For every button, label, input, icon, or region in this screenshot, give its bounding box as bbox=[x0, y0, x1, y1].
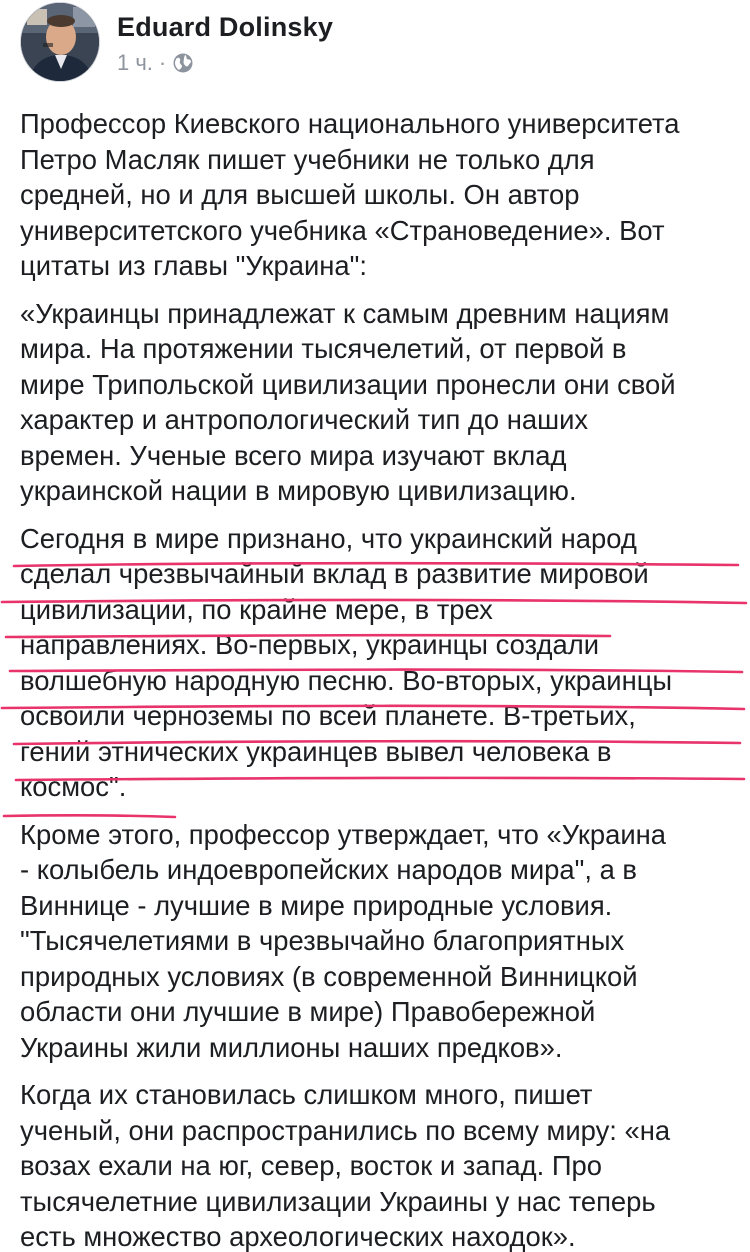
author-name[interactable]: Eduard Dolinsky bbox=[117, 12, 334, 42]
post-paragraph: «Украинцы принадлежат к самым древним нациям мира. На протяжении тысячелетий, от первой в мире Трипольской цивилизации пронесли они свой характер и антропологический тип до наших времен. Ученые всего мира изучают вклад украинской нации в мировую цивилизацию. bbox=[20, 297, 676, 506]
avatar-photo bbox=[21, 3, 99, 81]
post-timestamp[interactable]: 1 ч. bbox=[117, 50, 153, 75]
post-body bbox=[20, 106, 740, 1252]
post-header bbox=[18, 2, 732, 82]
meta-separator: · bbox=[158, 50, 167, 75]
post-paragraph: Когда их становилась слишком много, пишет ученый, они распространились по всему миру: «на возах ехали на юг, север, восток и запад. Про тысячелетние цивилизации Украины у нас теперь есть множество археологических находок». bbox=[20, 1079, 671, 1252]
post-paragraph: Кроме этого, профессор утверждает, что «Украина - колыбель индоевропейских народов мира", а в Виннице - лучшие в мире природные условия. "Тысячелетиями в чрезвычайно благоприятных природных условиях (в современной Винницкой области они лучшие в мире) Правобережной Украины жили миллионы наших предков». bbox=[20, 818, 667, 1063]
post-paragraph: Профессор Киевского национального университета Петро Масляк пишет учебники не только для средней, но и для высшей школы. Он автор университетского учебника «Страноведение». Вот цитаты из главы "Украина": bbox=[20, 108, 680, 281]
author-avatar[interactable] bbox=[20, 2, 100, 82]
globe-icon[interactable] bbox=[172, 52, 194, 74]
post-paragraph-highlighted: Сегодня в мире признано, что украинский народ сделал чрезвычайный вклад в развитие мировой цивилизации, по крайне мере, в трех направлениях. Во-первых, украинцы создали волшебную народную песню. Во-вторых, украинцы освоили черноземы по всей планете. В-третьих, гений этнических украинцев вывел человека в космос". bbox=[20, 522, 673, 802]
post-meta bbox=[117, 50, 194, 76]
